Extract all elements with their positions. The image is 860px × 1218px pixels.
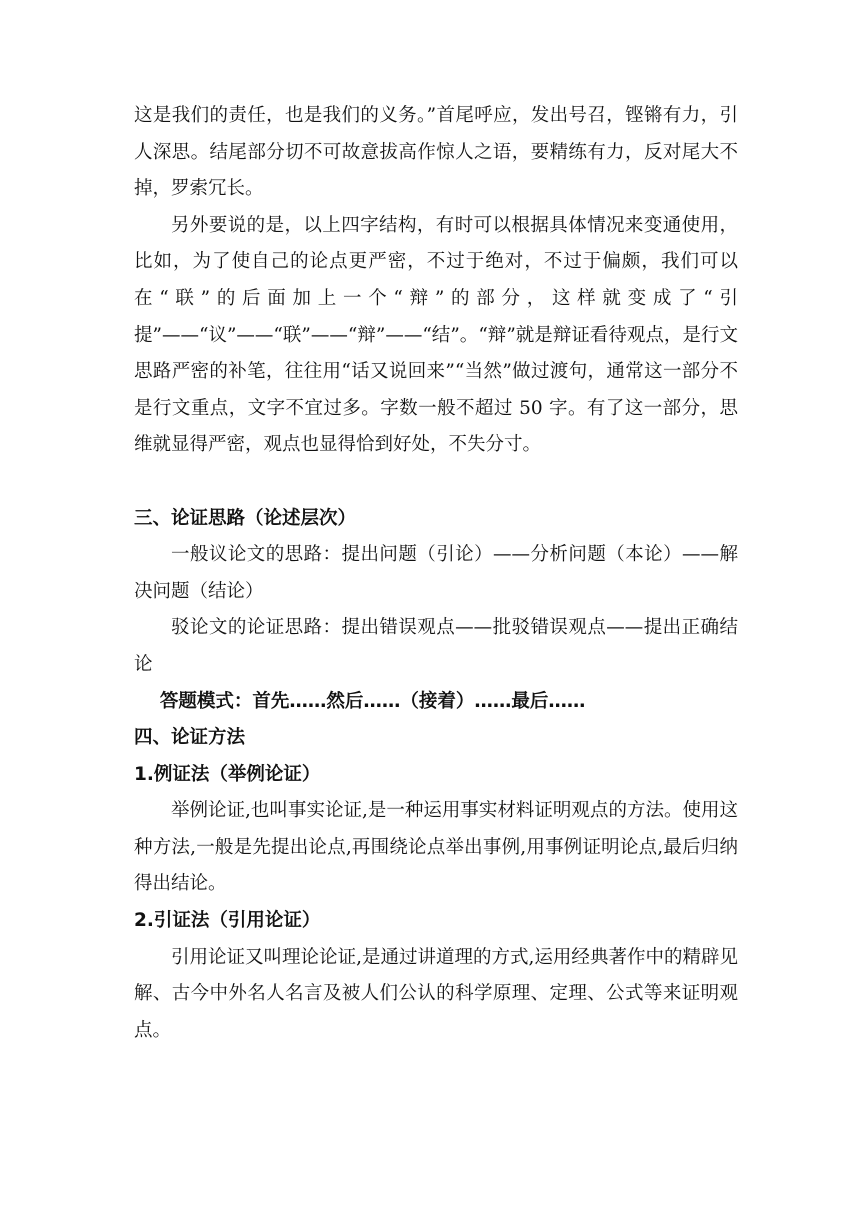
section-3-paragraph-1: 一般议论文的思路：提出问题（引论）——分析问题（本论）——解决问题（结论）: [134, 544, 738, 602]
paragraph-variation: 另外要说的是，以上四字结构，有时可以根据具体情况来变通使用，比如，为了使自己的论点更严密，不过于绝对，不过于偏颇，我们可以在“联”的后面加上一个“辩”的部分，这样就变成了“引提”——“议”——“联”——“辩”——“结”。“辩”就是辩证看待观点，是行文思路严密的补笔，往往用“话又说回来”“当然”做过渡句，通常这一部分不是行文重点，文字不宜过多。字数一般不超过 50 字。有了这一部分，思维就显得严密，观点也显得恰到好处，不失分寸。: [134, 214, 738, 456]
section-4-heading: 四、论证方法: [134, 727, 246, 749]
method-2-text: 引用论证又叫理论论证,是通过讲道理的方式,运用经典著作中的精辟见解、古今中外名人名言及被人们公认的科学原理、定理、公式等来证明观点。: [134, 946, 738, 1041]
paragraph-conclusion: 这是我们的责任，也是我们的义务。”首尾呼应，发出号召，铿锵有力，引人深思。结尾部分切不可故意拔高作惊人之语，要精练有力，反对尾大不掉，罗索冗长。: [134, 105, 738, 200]
answer-mode: 答题模式：首先……然后……（接着）……最后……: [159, 690, 586, 712]
method-1-text: 举例论证,也叫事实论证,是一种运用事实材料证明观点的方法。使用这种方法,一般是先提出论点,再围绕论点举出事例,用事例证明论点,最后归纳得出结论。: [134, 800, 738, 895]
section-3-heading: 三、论证思路（论述层次）: [134, 507, 357, 529]
document-page: [134, 98, 738, 1049]
section-3-paragraph-2: 驳论文的论证思路：提出错误观点——批驳错误观点——提出正确结论: [134, 617, 738, 675]
method-2-title: 2.引证法（引用论证）: [134, 910, 321, 932]
blank-line: [134, 464, 738, 501]
method-1-title: 1.例证法（举例论证）: [134, 763, 321, 785]
